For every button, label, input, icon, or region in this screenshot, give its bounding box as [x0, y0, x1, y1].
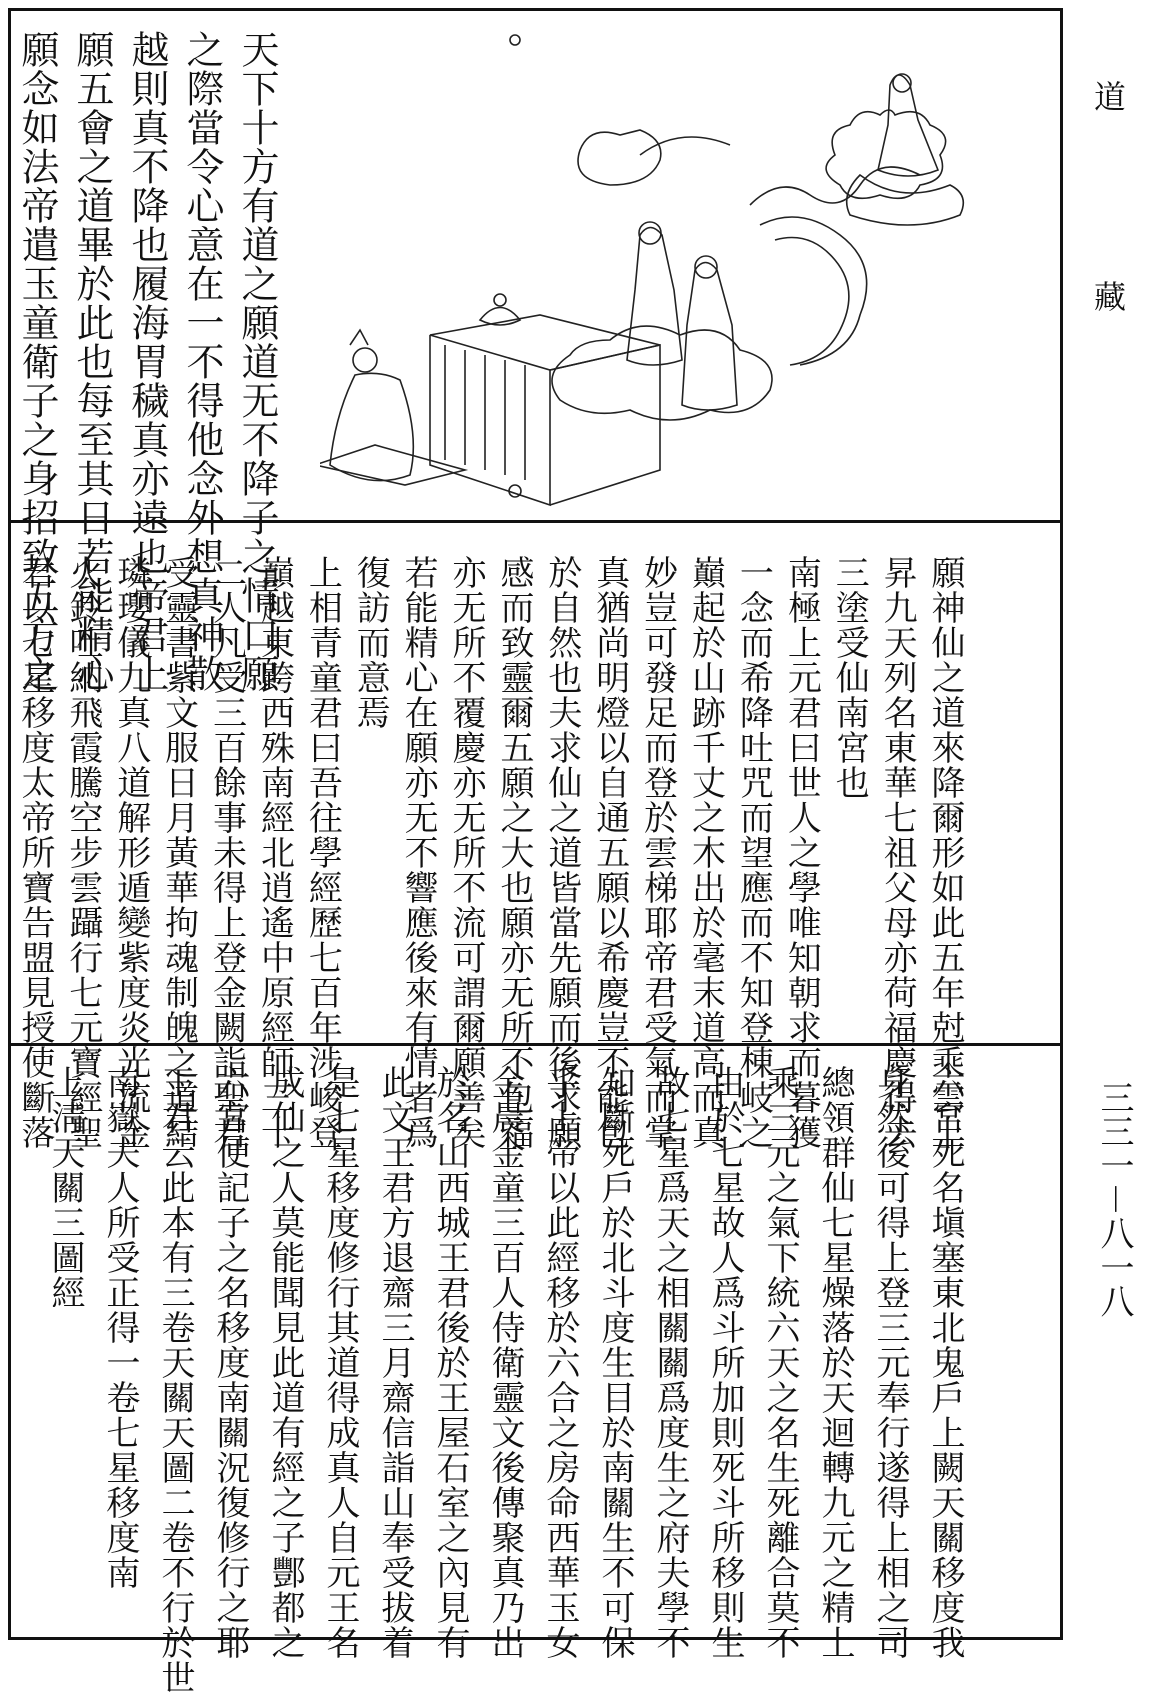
text-column: 願五會之道畢於此也每至其日若能精心 — [70, 30, 114, 693]
text-column: 受靈書紫文服日月黃華拘魂制魄之道結 — [158, 555, 199, 1150]
text-column: 南嶽夫人所受正得一卷七星移度南 — [100, 1065, 140, 1590]
text-column: 亦无所不覆慶亦无所不流可謂爾願善矣 — [446, 555, 487, 1150]
text-column: 六宮死名塡塞東北鬼戶上闕天關移度我 — [925, 1065, 965, 1660]
text-column: 金晨金童三百人侍衛靈文後傳聚真乃出 — [485, 1065, 525, 1660]
text-column: 若能精心在願亦无不響應後來有情者爲 — [398, 555, 439, 1150]
text-column: 巔越東跨西殊南經北逍遙中原經師三十 — [254, 555, 295, 1150]
cloud — [847, 175, 964, 225]
text-column: 一念而希降吐咒而望應而不知登棟岐之 — [733, 555, 774, 1150]
text-column: 璘瓔儀九真八道解形遁變紫度炎光流金 — [110, 555, 151, 1150]
cloud — [578, 130, 661, 185]
text-column: 火鈴吐納飛霞騰空步雲躡行七元寶經聖 — [62, 555, 103, 1150]
text-column: 總領群仙七星燥落於天迴轉九元之精上 — [815, 1065, 855, 1660]
text-column: 於名山西城王君後於王屋石室之內見有 — [430, 1065, 470, 1660]
text-column: 此文王君方退齋三月齋信詣山奉受拔着 — [375, 1065, 415, 1660]
text-column: 願神仙之道來降爾形如此五年尅乘雲上 — [925, 555, 965, 1150]
text-column: 妙豈可發足而登於雲梯耶帝君受氣而掌 — [637, 555, 678, 1150]
text-column: 真猶尚明燈以自通五願以希慶豈不能包 — [589, 555, 630, 1150]
text-column: 六宮便記子之名移度南關況復修行之耶 — [210, 1065, 250, 1660]
canon-label: 道 — [1089, 80, 1127, 112]
text-column: 乎上帝以此經移於六合之房命西華玉女 — [540, 1065, 580, 1660]
text-column: 南極上元君曰世人之學唯知朝求而暮獲 — [781, 555, 822, 1150]
kneeling-figure — [330, 373, 413, 480]
text-column: 上相青童君曰吾往學經歷七百年涉峻登 — [302, 555, 343, 1150]
text-column: 由於七星故人爲斗所加則死斗所移則生 — [705, 1065, 745, 1660]
text-column: 願念如法帝遣玉童衛子之身招致五方之 — [15, 30, 59, 693]
text-column: 身然後可得上登三元奉行遂得上相之司 — [870, 1065, 910, 1660]
page-number: 三三一－八一八 — [1094, 1080, 1134, 1318]
canon-label-2: 藏 — [1089, 280, 1127, 312]
text-column: 二人凡受三百餘事未得上登金闕詣聖君 — [206, 555, 247, 1150]
text-column: 之際當令心意在一不得他念外想真神散 — [180, 30, 224, 693]
cloud — [552, 326, 772, 420]
text-column: 知斷死戶於北斗度生目於南關生不可保 — [595, 1065, 635, 1660]
scripture-title: 上淸天關三圖經 — [45, 1065, 85, 1310]
immortal-descends-illustration — [320, 25, 1020, 515]
text-column: 三塗受仙南宮也 — [829, 555, 870, 800]
text-column: 天下十方有道之願道无不降子之情口願 — [235, 30, 279, 693]
text-column: 於自然也夫求仙之道皆當先願而後求願 — [541, 555, 582, 1150]
text-column: 成仙之人莫能聞見此道有經之子酆都之 — [265, 1065, 305, 1660]
immortal-figure — [682, 263, 737, 411]
text-column: 乘三元之氣下統六天之名生死離合莫不 — [760, 1065, 800, 1660]
text-column: 越則真不降也履海胃穢真亦遠也帝君上 — [125, 30, 169, 693]
text-column: 是七星移度修行其道得成真人自元王名 — [320, 1065, 360, 1660]
cloud — [826, 110, 946, 198]
text-column: 巔起於山跡千丈之木出於毫末道高而真 — [685, 555, 726, 1150]
circle-mark — [510, 35, 520, 45]
text-column: 昇九天列名東華七祖父母亦荷福慶得去 — [877, 555, 918, 1150]
text-column: 故七星爲天之相關關爲度生之府夫學不 — [650, 1065, 690, 1660]
text-column: 王君云此本有三卷天關天圖二卷不行於世 — [155, 1065, 195, 1695]
text-column: 感而致靈爾五願之大也願亦无所不包福 — [493, 555, 534, 1150]
text-column: 君以七星移度太帝所寶告盟見授使斷落 — [15, 555, 55, 1150]
text-column: 復訪而意焉 — [350, 555, 391, 730]
